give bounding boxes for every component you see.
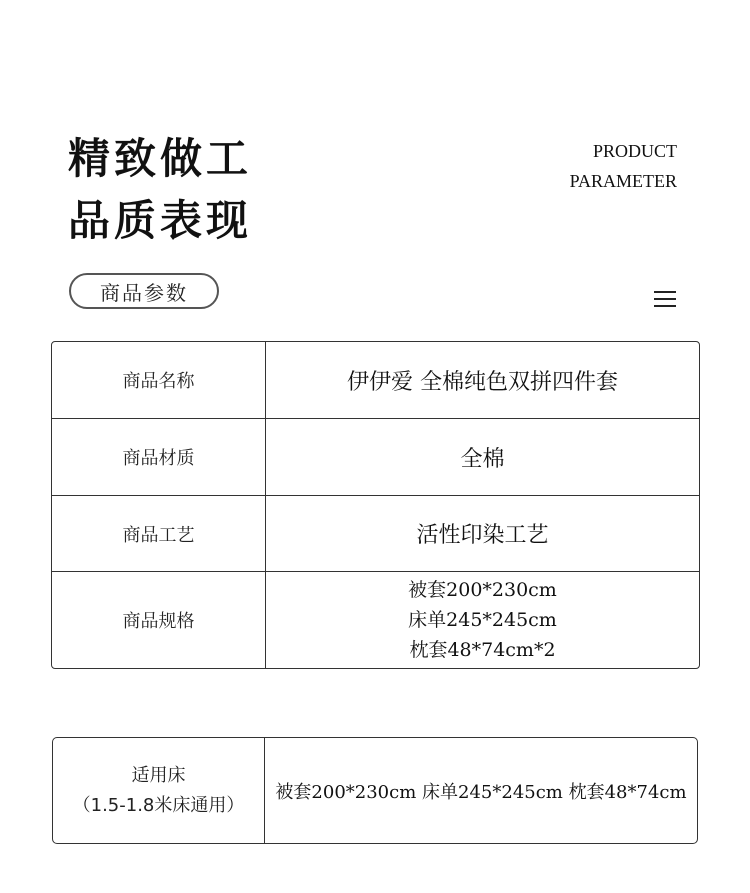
param-label-craft: 商品工艺: [52, 496, 266, 572]
bed-size-table: [52, 737, 698, 844]
bed-label-line2: （1.5-1.8米床通用）: [72, 794, 245, 816]
param-value-name: 伊伊爱 全棉纯色双拼四件套: [266, 342, 699, 419]
menu-icon-bar: [654, 291, 676, 293]
menu-icon[interactable]: [654, 290, 676, 308]
params-table: [51, 341, 700, 669]
english-title: [570, 136, 677, 196]
english-title-line2: PARAMETER: [569, 171, 677, 191]
menu-icon-bar: [654, 298, 676, 300]
hero-title-line1: 精致做工: [68, 134, 253, 183]
bed-label-line1: 适用床: [131, 764, 186, 786]
table-row: [53, 738, 697, 843]
param-value-craft: 活性印染工艺: [266, 496, 699, 572]
spec-line: 床单245*245cm: [408, 609, 557, 631]
table-row: [52, 419, 699, 496]
spec-line: 被套200*230cm: [408, 579, 557, 601]
param-label-spec: 商品规格: [52, 572, 266, 668]
spec-line: 枕套48*74cm*2: [409, 639, 556, 661]
menu-icon-bar: [654, 305, 676, 307]
param-label-material: 商品材质: [52, 419, 266, 496]
table-row: [52, 342, 699, 419]
param-value-spec: [266, 572, 699, 668]
english-title-line1: PRODUCT: [592, 141, 677, 161]
bed-label: [53, 738, 265, 843]
table-row: [52, 496, 699, 572]
bed-value: 被套200*230cm 床单245*245cm 枕套48*74cm: [275, 781, 687, 803]
param-value-material: 全棉: [266, 419, 699, 496]
table-row: [52, 572, 699, 668]
hero-title: [68, 128, 252, 252]
hero-title-line2: 品质表现: [68, 196, 253, 245]
section-label-pill: 商品参数: [69, 273, 219, 309]
param-label-name: 商品名称: [52, 342, 266, 419]
